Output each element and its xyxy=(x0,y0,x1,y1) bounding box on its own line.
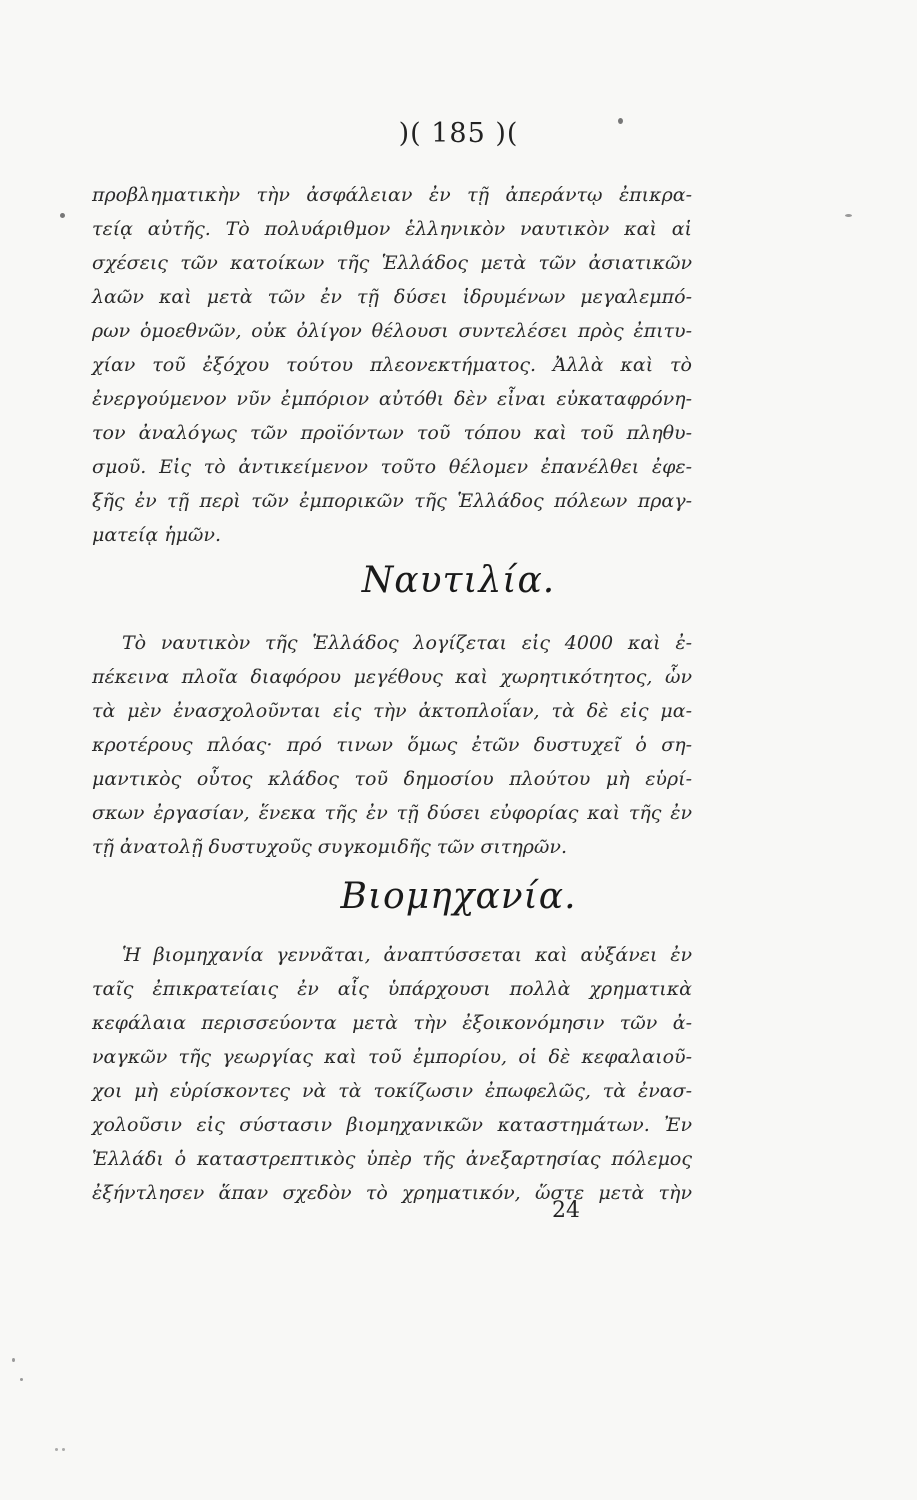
ink-speck xyxy=(60,213,65,218)
text-line: λαῶν καὶ μετὰ τῶν ἐν τῇ δύσει ἱδρυμένων μεγαλεμπό- xyxy=(92,286,692,308)
paragraph-viomichania xyxy=(92,938,692,1210)
text-line: ἐξήντλησεν ἅπαν σχεδὸν τὸ χρηματικόν, ὥστε μετὰ τὴν xyxy=(92,1182,692,1204)
section-heading-viomichania: Βιομηχανία. xyxy=(340,876,577,917)
ink-speck xyxy=(845,214,852,217)
text-line: σκων ἐργασίαν, ἕνεκα τῆς ἐν τῇ δύσει εὐφορίας καὶ τῆς ἐν xyxy=(92,802,692,824)
text-line: μαντικὸς οὗτος κλάδος τοῦ δημοσίου πλούτου μὴ εὑρί- xyxy=(92,768,692,790)
text-line: χίαν τοῦ ἐξόχου τούτου πλεονεκτήματος. Ἀλλὰ καὶ τὸ xyxy=(92,354,692,376)
page-number: )( 185 )( xyxy=(398,118,519,149)
ink-speck xyxy=(55,1448,58,1451)
text-line: τον ἀναλόγως τῶν προϊόντων τοῦ τόπου καὶ τοῦ πληθυ- xyxy=(92,422,692,444)
text-line: χοι μὴ εὑρίσκοντες νὰ τὰ τοκίζωσιν ἐπωφελῶς, τὰ ἐνασ- xyxy=(92,1080,692,1102)
text-line: ἐνεργούμενον νῦν ἐμπόριον αὐτόθι δὲν εἶναι εὐκαταφρόνη- xyxy=(92,388,692,410)
text-line: Ἡ βιομηχανία γεννᾶται, ἀναπτύσσεται καὶ αὐξάνει ἐν xyxy=(122,944,692,966)
text-line: τῇ ἀνατολῇ δυστυχοῦς συγκομιδῆς τῶν σιτηρῶν. xyxy=(92,836,567,858)
text-line: ναγκῶν τῆς γεωργίας καὶ τοῦ ἐμπορίου, οἱ δὲ κεφαλαιοῦ- xyxy=(92,1046,692,1068)
text-line: τείᾳ αὐτῆς. Τὸ πολυάριθμον ἑλληνικὸν ναυτικὸν καὶ αἱ xyxy=(92,218,692,240)
text-line: πέκεινα πλοῖα διαφόρου μεγέθους καὶ χωρητικότητος, ὧν xyxy=(92,666,692,688)
text-line: κροτέρους πλόας· πρό τινων ὅμως ἐτῶν δυστυχεῖ ὁ ση- xyxy=(92,734,692,756)
text-line: σχέσεις τῶν κατοίκων τῆς Ἑλλάδος μετὰ τῶν ἀσιατικῶν xyxy=(92,252,692,274)
text-line: σμοῦ. Εἰς τὸ ἀντικείμενον τοῦτο θέλομεν ἐπανέλθει ἐφε- xyxy=(92,456,692,478)
ink-speck xyxy=(618,118,623,124)
section-heading-nautilia: Ναυτιλία. xyxy=(361,560,556,601)
paragraph-nautilia xyxy=(92,626,692,864)
text-line: ρων ὁμοεθνῶν, οὐκ ὀλίγον θέλουσι συντελέσει πρὸς ἐπιτυ- xyxy=(92,320,692,342)
ink-speck xyxy=(12,1358,15,1362)
text-line: ταῖς ἐπικρατείαις ἐν αἷς ὑπάρχουσι πολλὰ χρηματικὰ xyxy=(92,978,692,1000)
ink-speck xyxy=(62,1448,65,1451)
ink-speck xyxy=(20,1378,23,1381)
paragraph-intro xyxy=(92,178,692,552)
text-line: κεφάλαια περισσεύοντα μετὰ τὴν ἐξοικονόμησιν τῶν ἀ- xyxy=(92,1012,692,1034)
text-line: Ἑλλάδι ὁ καταστρεπτικὸς ὑπὲρ τῆς ἀνεξαρτησίας πόλεμος xyxy=(92,1148,692,1170)
text-line: προβληματικὴν τὴν ἀσφάλειαν ἐν τῇ ἀπεράντῳ ἐπικρα- xyxy=(92,184,692,206)
text-line: Τὸ ναυτικὸν τῆς Ἑλλάδος λογίζεται εἰς 4000 καὶ ἐ- xyxy=(122,632,692,654)
text-line: ματείᾳ ἡμῶν. xyxy=(92,524,222,546)
text-line: τὰ μὲν ἐνασχολοῦνται εἰς τὴν ἀκτοπλοΐαν, τὰ δὲ εἰς μα- xyxy=(92,700,692,722)
signature-mark: 24 xyxy=(552,1198,580,1223)
text-line: ξῆς ἐν τῇ περὶ τῶν ἐμπορικῶν τῆς Ἑλλάδος πόλεων πραγ- xyxy=(92,490,692,512)
text-line: χολοῦσιν εἰς σύστασιν βιομηχανικῶν καταστημάτων. Ἐν xyxy=(92,1114,692,1136)
